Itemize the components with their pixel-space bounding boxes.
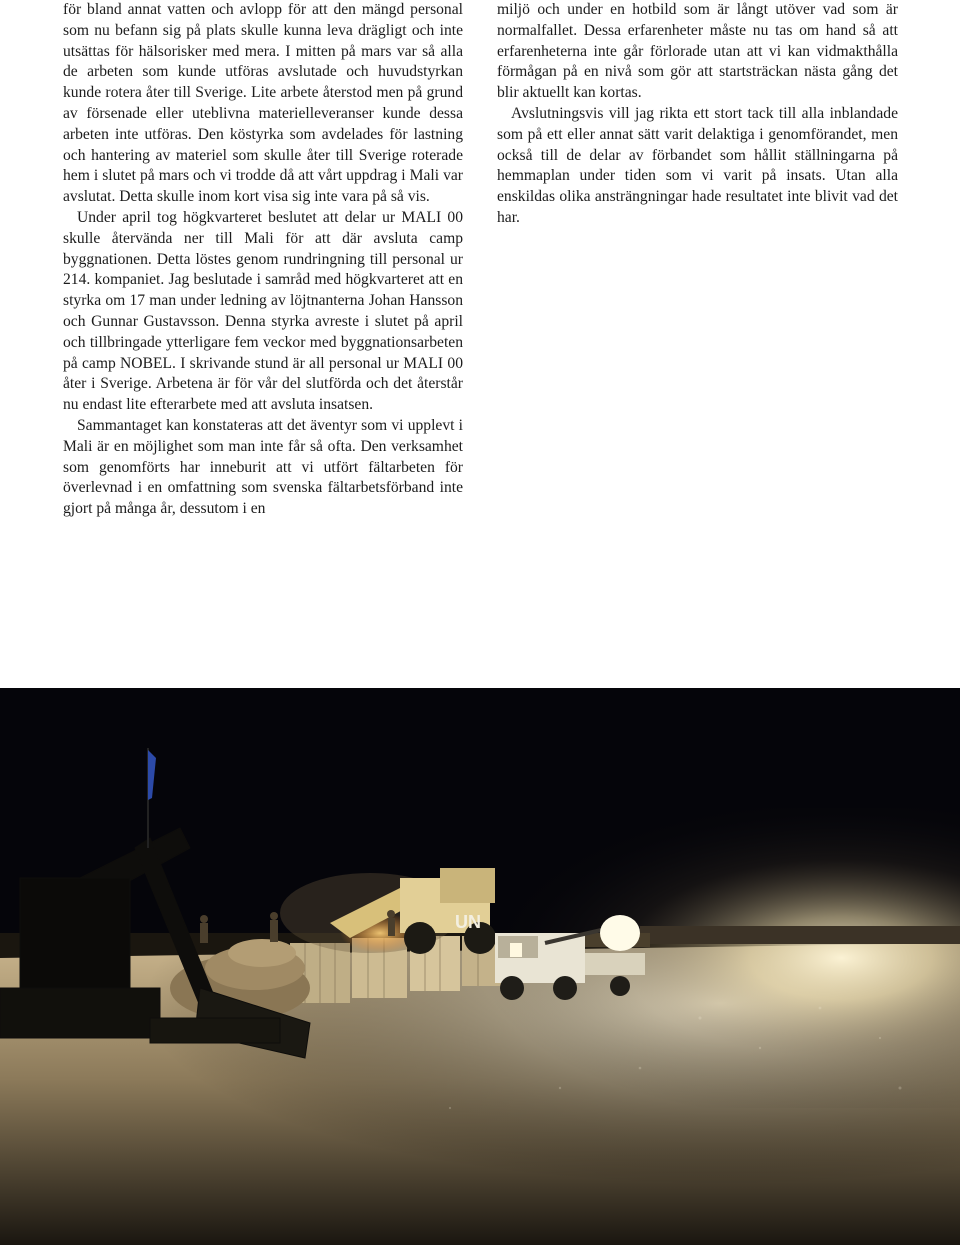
paragraph: för bland annat vatten och avlopp för att den mängd personal som nu befann sig på plats skulle kunna leva drägligt och inte utsättas för hälsorisker med mera. I mitten på mars var så alla de arbeten som kunde utföras avslutade och huvudstyrkan kunde rotera åter till Sverige. Lite arbete återstod men på grund av försenade eller uteblivna materielleveranser kunde dessa arbeten inte utföras. Den köstyrka som avdelades för lastning och hantering av materiel som skulle åter till Sverige roterade hem i slutet på mars och vi trodde då att vårt uppdrag i Mali var avslutat. Detta skulle inom kort visa sig inte vara på så vis. [63,1,463,206]
paragraph: Under april tog högkvarteret beslutet att delar ur MALI 00 skulle återvända ner till Mali för att där avsluta camp byggnationen. Detta löstes genom rundringning till personal ur 214. kompaniet. Jag beslutade i samråd med högkvarteret att en styrka om 17 man under ledning av löjtnanterna Johan Hansson och Gunnar Gustavsson. Denna styrka avreste i slutet på april och tillbringade ytterligare fem veckor med byggnationsarbeten på camp NOBEL. I skrivande stund är all personal ur MALI 00 åter i Sverige. Arbetena är för vår del slutförda och det återstår nu endast lite efterarbete med att avsluta insatsen. [63,208,463,414]
left-text-column [63,0,463,520]
right-text-column [497,0,898,229]
photo-illustration [0,688,960,1245]
paragraph: Avslutningsvis vill jag rikta ett stort tack till alla inblandade som på ett eller annat sätt varit delaktiga i genomförandet, men också till de delar av förbandet som hållit ställningarna på hemmaplan under tiden som vi varit på insats. Utan alla enskildas olika ansträngningar hade resultatet inte blivit vad det har. [497,104,898,226]
un-marking: UN [455,912,481,932]
paragraph: Sammantaget kan konstateras att det äventyr som vi upplevt i Mali är en möjlighet som man inte får så ofta. Den verksamhet som genomförts har inneburit att vi utfört fältarbeten för överlevnad i en omfattning som svenska fältarbetsförband inte gjort på många år, dessutom i en [63,416,463,518]
night-construction-photo [0,688,960,1245]
floodlight [600,915,640,951]
paragraph: miljö och under en hotbild som är långt utöver vad som är normalfallet. Dessa erfarenheter måste nu tas om hand så att erfarenheterna inte går förlorade utan att vi kan vidmakthålla förmågan på en nivå som gör att startsträckan nästa gång det blir aktuellt kan kortas. [497,1,898,102]
